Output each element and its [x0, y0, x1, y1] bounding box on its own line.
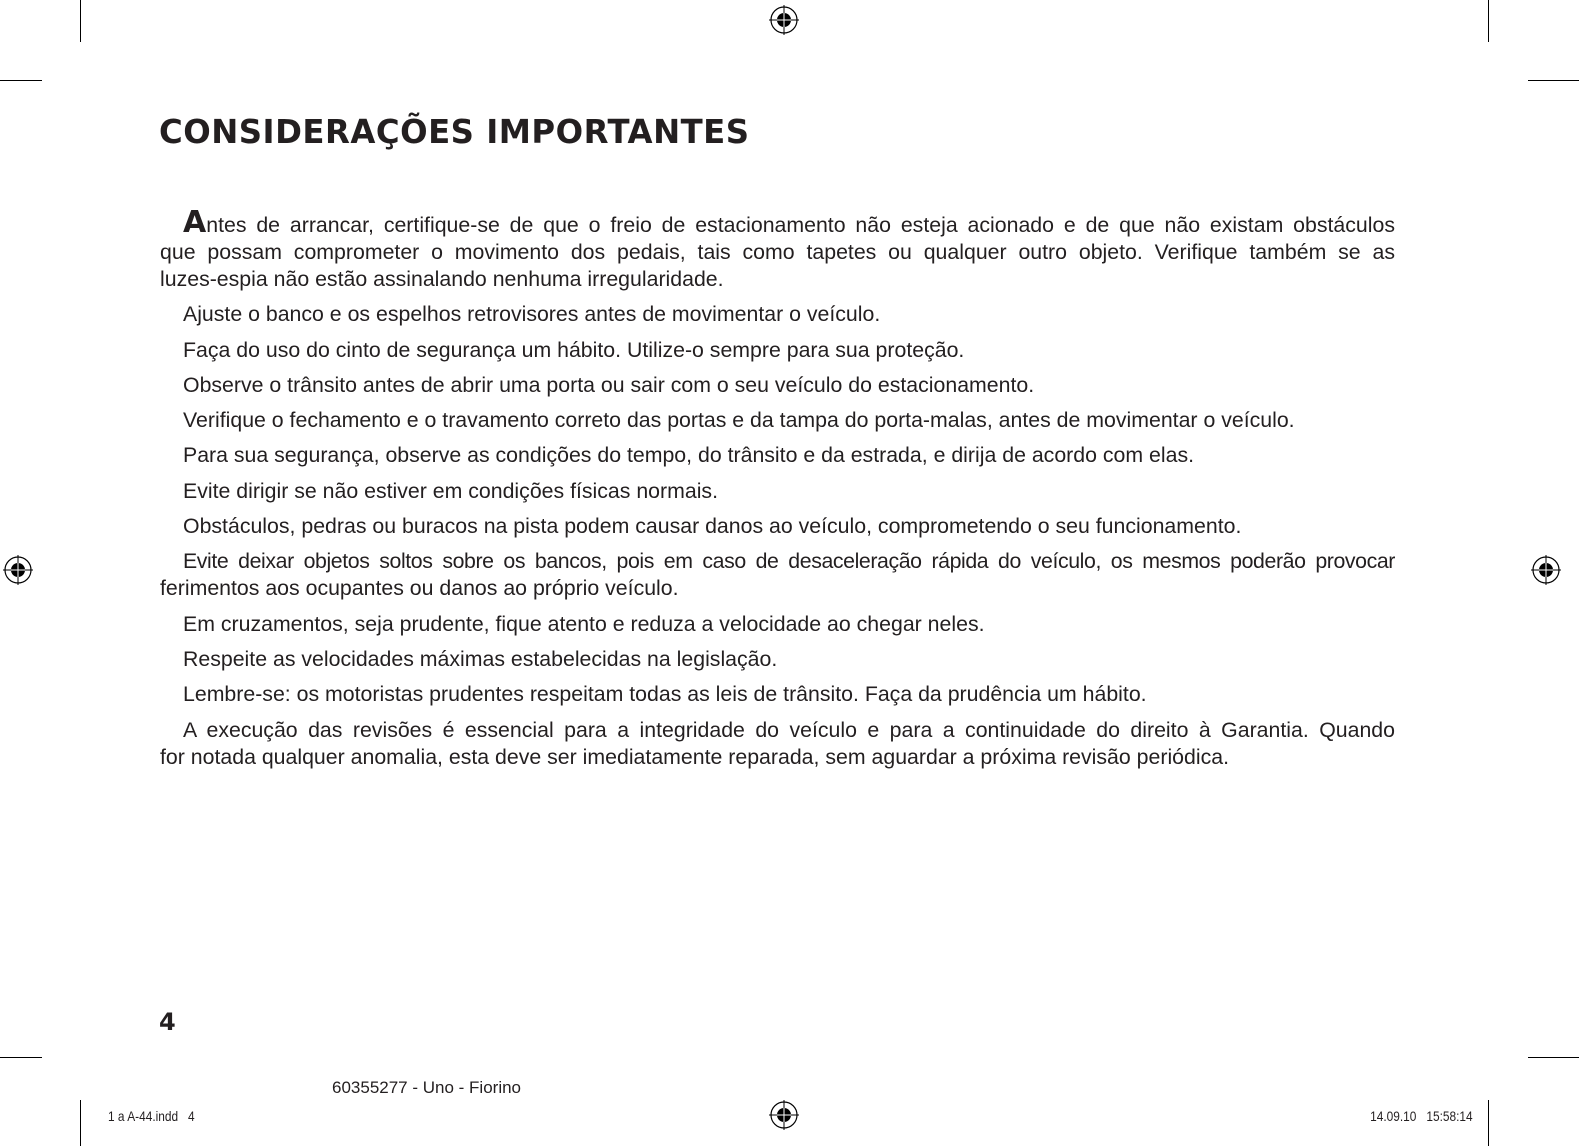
text-line: Respeite as velocidades máximas estabelecidas na legislação. — [183, 646, 778, 671]
paragraph — [160, 611, 1395, 638]
text-line-content: ntes de arrancar, certifique-se de que o freio de estacionamento não esteja acionado e de que não existam obstáculos — [206, 213, 1395, 237]
text-line: A execução das revisões é essencial para a integridade do veículo e para a continuidade do direito à Garantia. Quando — [183, 717, 1395, 742]
drop-cap: A — [183, 205, 207, 240]
text-line: Lembre-se: os motoristas prudentes respeitam todas as leis de trânsito. Faça da prudência um hábito. — [183, 682, 1147, 707]
slug-filename: 1 a A-44.indd 4 — [108, 1108, 195, 1124]
text-line: Observe o trânsito antes de abrir uma porta ou sair com o seu veículo do estacionamento. — [183, 372, 1035, 397]
page-number: 4 — [159, 1008, 176, 1036]
paragraph — [160, 301, 1395, 328]
registration-mark-icon — [769, 1100, 799, 1130]
paragraph — [160, 337, 1395, 364]
text-line: Faça do uso do cinto de segurança um hábito. Utilize-o sempre para sua proteção. — [183, 337, 965, 362]
registration-mark-icon — [1531, 555, 1561, 585]
body-text — [160, 205, 1395, 779]
text-line: que possam comprometer o movimento dos pedais, tais como tapetes ou qualquer outro objeto. Verifique também se as — [160, 240, 1395, 264]
paragraph — [160, 442, 1395, 469]
paragraph — [160, 478, 1395, 505]
text-line: for notada qualquer anomalia, esta deve ser imediatamente reparada, sem aguardar a próxima revisão periódica. — [160, 744, 1230, 769]
crop-mark — [1528, 80, 1579, 81]
text-line: Em cruzamentos, seja prudente, fique atento e reduza a velocidade ao chegar neles. — [183, 611, 985, 636]
text-line: Verifique o fechamento e o travamento correto das portas e da tampa do porta-malas, antes de movimentar o veículo. — [183, 408, 1295, 433]
paragraph — [160, 681, 1395, 708]
text-line: luzes-espia não estão assinalando nenhuma irregularidade. — [160, 267, 724, 291]
document-code: 60355277 - Uno - Fiorino — [332, 1078, 522, 1097]
text-line: Ajuste o banco e os espelhos retrovisores antes de movimentar o veículo. — [183, 302, 881, 327]
text-line: Evite deixar objetos soltos sobre os bancos, pois em caso de desaceleração rápida do veículo, os mesmos poderão provocar — [183, 549, 1395, 574]
crop-mark — [1488, 0, 1489, 42]
crop-mark — [1488, 1100, 1489, 1146]
text-line: Obstáculos, pedras ou buracos na pista podem causar danos ao veículo, comprometendo o seu funcionamento. — [183, 514, 1242, 539]
paragraph — [160, 646, 1395, 673]
text-line: Para sua segurança, observe as condições do tempo, do trânsito e da estrada, e dirija de acordo com elas. — [183, 443, 1195, 468]
crop-mark — [0, 80, 42, 81]
crop-mark — [0, 1057, 42, 1058]
intro-paragraph — [160, 205, 1395, 293]
text-line — [160, 205, 1395, 240]
crop-mark — [80, 0, 81, 42]
paragraph — [160, 717, 1395, 771]
text-line: Evite dirigir se não estiver em condições físicas normais. — [183, 478, 719, 503]
registration-mark-icon — [769, 5, 799, 35]
paragraph — [160, 407, 1395, 434]
text-line: ferimentos aos ocupantes ou danos ao próprio veículo. — [160, 576, 679, 601]
crop-mark — [80, 1100, 81, 1146]
paragraph — [160, 513, 1395, 540]
paragraph — [160, 372, 1395, 399]
slug-timestamp: 14.09.10 15:58:14 — [1370, 1108, 1473, 1124]
registration-mark-icon — [3, 555, 33, 585]
crop-mark — [1528, 1057, 1579, 1058]
page-title: CONSIDERAÇÕES IMPORTANTES — [159, 112, 750, 151]
paragraph — [160, 548, 1395, 602]
